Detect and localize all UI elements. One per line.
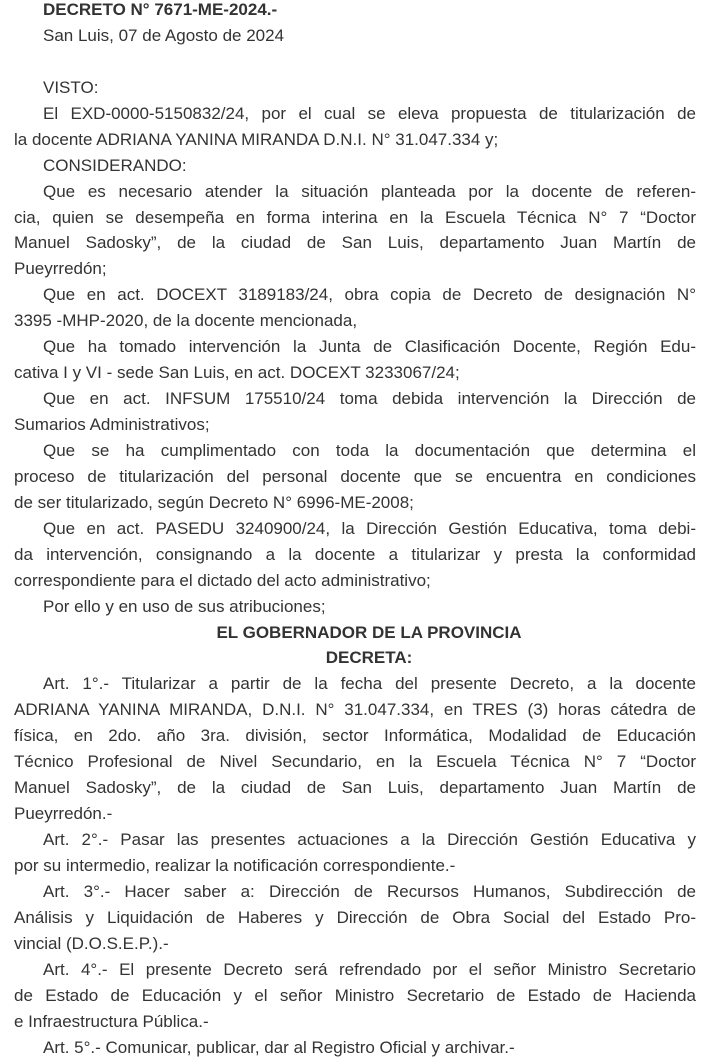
recital-4 [14,386,696,438]
text-line: e Infraestructura Pública.- [14,1011,209,1031]
considerando-label [14,153,696,179]
decree-number [14,0,696,23]
text-line: proceso de titularización del personal docente que se encuentra en condiciones [14,466,696,486]
text-line: El EXD-0000-5150832/24, por el cual se eleva propuesta de titularización de [43,103,696,123]
text-line: Que en act. INFSUM 175510/24 toma debida intervención la Dirección de [43,389,696,409]
text-line: Sumarios Administrativos; [14,415,210,434]
spacer [14,49,696,75]
text-line: San Luis, 07 de Agosto de 2024 [43,25,285,45]
recital-5 [14,438,696,516]
governor-heading [14,620,696,646]
text-line: de Estado de Educación y el señor Ministro Secretario de Estado de Hacienda [14,985,696,1005]
text-line: vincial (D.O.S.E.P.).- [14,933,169,953]
text-line: 3395 -MHP-2020, de la docente mencionada, [14,311,358,331]
text-line: la docente ADRIANA YANINA MIRANDA D.N.I. N° 31.047.334 y; [14,129,499,149]
recital-2 [14,282,696,334]
text-line: cia, quien se desempeña en forma interina en la Escuela Técnica N° 7 “Doctor [14,207,696,227]
visto-label [14,75,696,101]
text-line: Pueyrredón.- [14,804,113,824]
text-line: Que ha tomado intervención la Junta de Clasificación Docente, Región Edu- [43,337,696,357]
article-2 [14,827,696,879]
text-line: EL GOBERNADOR DE LA PROVINCIA [216,622,522,642]
text-line: Art. 2°.- Pasar las presentes actuaciones a la Dirección Gestión Educativa y [43,830,696,849]
text-line: Manuel Sadosky”, de la ciudad de San Luis, departamento Juan Martín de [14,778,696,798]
place-date [14,23,696,49]
text-line: DECRETO N° 7671-ME-2024.- [43,0,278,19]
text-line: correspondiente para el dictado del acto administrativo; [14,570,431,590]
article-3 [14,879,696,957]
text-line: Que es necesario atender la situación planteada por la docente de referen- [43,181,696,201]
text-line: CONSIDERANDO: [43,155,187,175]
text-line: DECRETA: [325,648,413,668]
text-line: Art. 4°.- El presente Decreto será refrendado por el señor Ministro Secretario [43,959,696,979]
text-line: ADRIANA YANINA MIRANDA, D.N.I. N° 31.047.334, en TRES (3) horas cátedra de [14,700,696,720]
text-line: Análisis y Liquidación de Haberes y Dirección de Obra Social del Estado Pro- [14,907,696,927]
text-line: VISTO: [43,77,99,97]
text-line: cativa I y VI - sede San Luis, en act. DOCEXT 3233067/24; [14,363,460,383]
text-line: Técnico Profesional de Nivel Secundario, en la Escuela Técnica N° 7 “Doctor [14,752,696,772]
article-5 [14,1035,696,1061]
text-line: Art. 1°.- Titularizar a partir de la fecha del presente Decreto, a la docente [43,674,696,694]
text-line: Que en act. PASEDU 3240900/24, la Dirección Gestión Educativa, toma debi- [43,518,696,538]
text-line: de ser titularizado, según Decreto N° 6996-ME-2008; [14,492,414,512]
text-line: por su intermedio, realizar la notificación correspondiente.- [14,855,456,875]
visto-body [14,101,696,153]
text-line: Pueyrredón; [14,259,107,279]
recital-6 [14,516,696,594]
article-1 [14,671,696,827]
closing-formula [14,594,696,620]
text-line: Por ello y en uso de sus atribuciones; [43,596,326,616]
decreta-heading [14,645,696,671]
text-line: Art. 3°.- Hacer saber a: Dirección de Recursos Humanos, Subdirección de [43,881,696,901]
text-line: física, en 2do. año 3ra. división, sector Informática, Modalidad de Educación [14,726,696,746]
article-4 [14,957,696,1035]
text-line: Que en act. DOCEXT 3189183/24, obra copia de Decreto de designación N° [43,285,696,305]
recital-3 [14,334,696,386]
recital-1 [14,179,696,283]
text-line: Que se ha cumplimentado con toda la documentación que determina el [43,440,696,460]
text-line: Manuel Sadosky”, de la ciudad de San Luis, departamento Juan Martín de [14,233,696,253]
text-line: Art. 5°.- Comunicar, publicar, dar al Registro Oficial y archivar.- [43,1037,515,1057]
text-line: da intervención, consignando a la docente a titularizar y presta la conformidad [14,544,696,564]
blank-line [14,49,696,75]
